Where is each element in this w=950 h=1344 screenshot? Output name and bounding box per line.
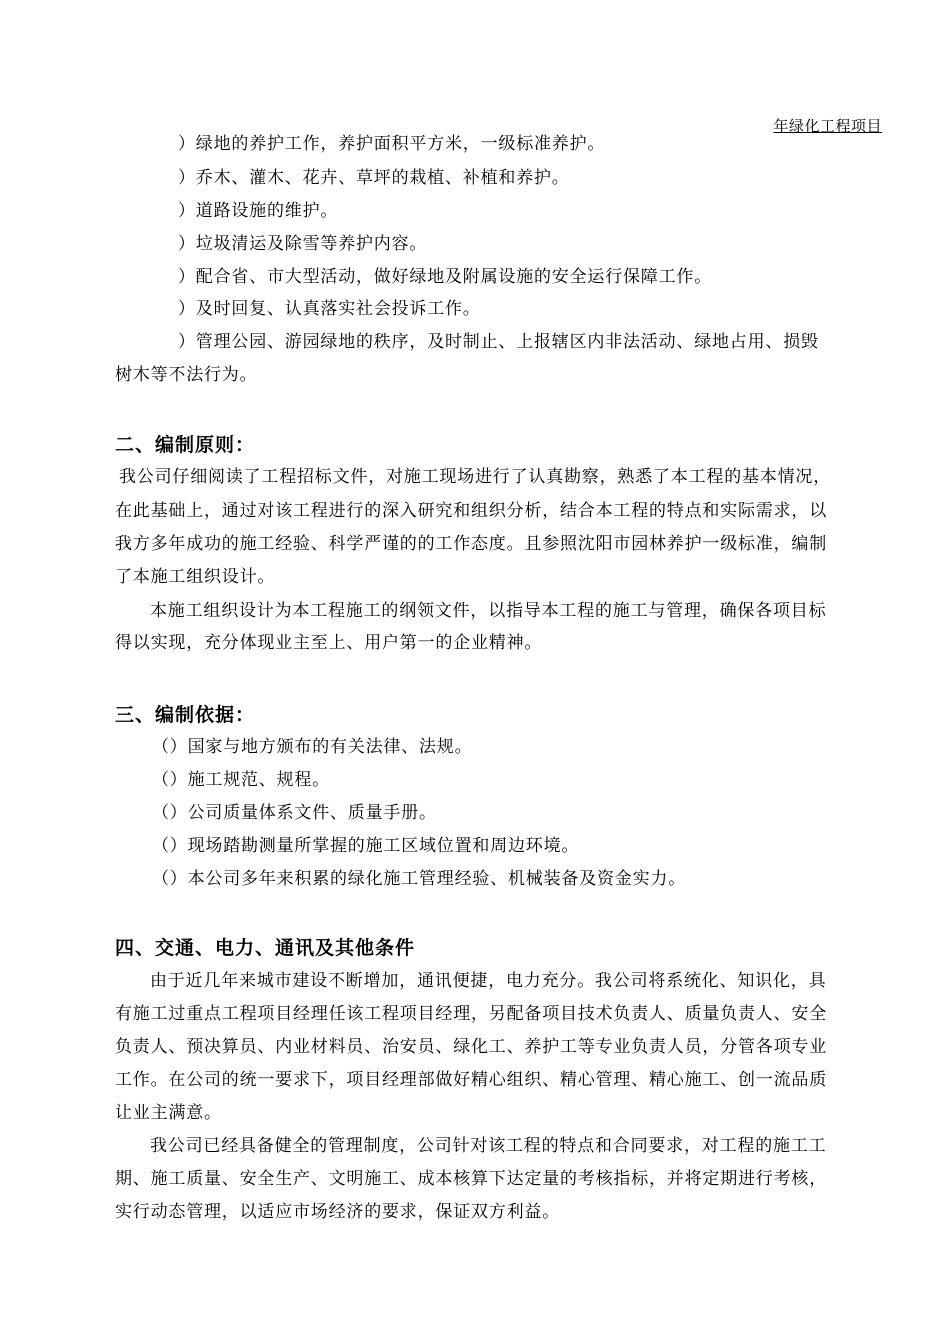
- section-4-para1-line1: 由于近几年来城市建设不断增加，通讯便捷，电力充分。我公司将系统化、知识化，具: [150, 971, 827, 991]
- section-2-para1-line2: 在此基础上，通过对该工程进行的深入研究和组织分析，结合本工程的特点和实际需求，以: [115, 501, 827, 521]
- section-2-para2-line2: 得以实现，充分体现业主至上、用户第一的企业精神。: [115, 633, 543, 653]
- section-4-para2-line3: 实行动态管理，以适应市场经济的要求，保证双方利益。: [115, 1202, 560, 1222]
- section-4-para1-line4: 工作。在公司的统一要求下，项目经理部做好精心组织、精心管理、精心施工、创一流品质: [115, 1070, 827, 1090]
- scope-item-6: ）及时回复、认真落实社会投诉工作。: [178, 299, 481, 319]
- scope-item-7: ）管理公园、游园绿地的秩序，及时制止、上报辖区内非法活动、绿地占用、损毁: [178, 332, 819, 352]
- scope-item-1: ）绿地的养护工作，养护面积平方米，一级标准养护。: [178, 134, 606, 154]
- section-2-para1-line1: 我公司仔细阅读了工程招标文件，对施工现场进行了认真勘察，熟悉了本工程的基本情况，: [119, 467, 831, 487]
- scope-item-5: ）配合省、市大型活动，做好绿地及附属设施的安全运行保障工作。: [178, 267, 712, 287]
- section-4-heading: 四、交通、电力、通讯及其他条件: [115, 937, 416, 959]
- scope-item-3: ）道路设施的维护。: [178, 201, 339, 221]
- section-3-item-4: （）现场踏勘测量所掌握的施工区域位置和周边环境。: [152, 836, 580, 856]
- section-3-item-1: （）国家与地方颁布的有关法律、法规。: [152, 737, 473, 757]
- section-3-item-2: （）施工规范、规程。: [152, 770, 330, 790]
- section-4-para1-line5: 让业主满意。: [115, 1103, 222, 1123]
- section-4-para1-line2: 有施工过重点工程项目经理任该工程项目经理，另配备项目技术负责人、质量负责人、安全: [115, 1004, 827, 1024]
- section-4-para2-line2: 期、施工质量、安全生产、文明施工、成本核算下达定量的考核指标，并将定期进行考核，: [115, 1169, 827, 1189]
- section-2-para1-line3: 我方多年成功的施工经验、科学严谨的的工作态度。且参照沈阳市园林养护一级标准，编制: [115, 534, 827, 554]
- section-2-para1-line4: 了本施工组织设计。: [115, 567, 276, 587]
- section-3-item-5: （）本公司多年来积累的绿化施工管理经验、机械装备及资金实力。: [152, 869, 686, 889]
- section-4-para2-line1: 我公司已经具备健全的管理制度，公司针对该工程的特点和合同要求，对工程的施工工: [150, 1136, 827, 1156]
- section-2-para2-line1: 本施工组织设计为本工程施工的纲领文件，以指导本工程的施工与管理，确保各项目标: [150, 601, 827, 621]
- section-2-heading: 二、编制原则：: [115, 434, 256, 456]
- scope-item-2: ）乔木、灌木、花卉、草坪的栽植、补植和养护。: [178, 168, 570, 188]
- scope-item-4: ）垃圾清运及除雪等养护内容。: [178, 234, 428, 254]
- header-project-title: 年绿化工程项目: [773, 117, 882, 135]
- scope-item-7-cont: 树木等不法行为。: [115, 365, 258, 385]
- section-3-item-3: （）公司质量体系文件、质量手册。: [152, 803, 437, 823]
- section-4-para1-line3: 负责人、预决算员、内业材料员、治安员、绿化工、养护工等专业负责人员，分管各项专业: [115, 1037, 827, 1057]
- section-3-heading: 三、编制依据：: [115, 704, 256, 726]
